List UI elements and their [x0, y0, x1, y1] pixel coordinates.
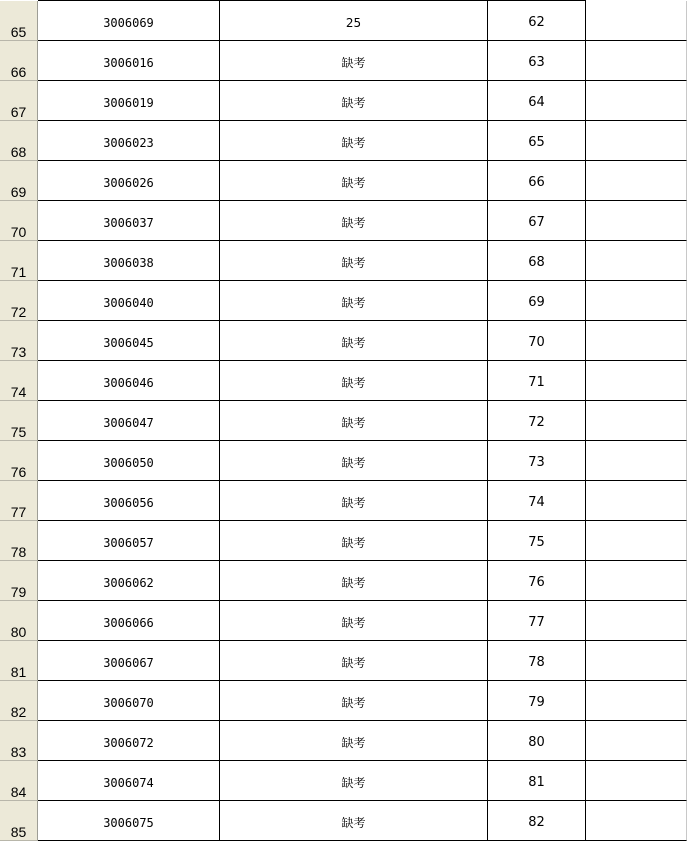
cell-score[interactable]: 缺考 — [220, 681, 488, 721]
cell-id[interactable]: 3006066 — [38, 601, 220, 641]
cell-note[interactable] — [586, 321, 687, 361]
cell-score[interactable]: 缺考 — [220, 801, 488, 841]
cell-score[interactable]: 缺考 — [220, 401, 488, 441]
cell-note[interactable] — [586, 441, 687, 481]
row-header[interactable]: 78 — [0, 521, 38, 561]
table-row — [0, 41, 687, 81]
cell-id[interactable]: 3006040 — [38, 281, 220, 321]
row-header[interactable]: 79 — [0, 561, 38, 601]
table-row — [0, 361, 687, 401]
cell-id[interactable]: 3006069 — [38, 1, 220, 41]
cell-id[interactable]: 3006046 — [38, 361, 220, 401]
cell-rank[interactable]: 73 — [488, 441, 586, 481]
cell-rank[interactable]: 67 — [488, 201, 586, 241]
cell-note[interactable] — [586, 561, 687, 601]
cell-note[interactable] — [586, 201, 687, 241]
row-header[interactable]: 75 — [0, 401, 38, 441]
cell-id[interactable]: 3006070 — [38, 681, 220, 721]
row-header[interactable]: 69 — [0, 161, 38, 201]
table-row — [0, 161, 687, 201]
cell-id[interactable]: 3006023 — [38, 121, 220, 161]
cell-rank[interactable]: 64 — [488, 81, 586, 121]
cell-id[interactable]: 3006050 — [38, 441, 220, 481]
cell-score[interactable]: 缺考 — [220, 761, 488, 801]
cell-note[interactable] — [586, 721, 687, 761]
cell-note[interactable] — [586, 241, 687, 281]
cell-note[interactable] — [586, 521, 687, 561]
table-row — [0, 401, 687, 441]
row-header[interactable]: 77 — [0, 481, 38, 521]
cell-note[interactable] — [586, 601, 687, 641]
cell-note[interactable] — [586, 761, 687, 801]
cell-note[interactable] — [586, 1, 687, 41]
row-header[interactable]: 82 — [0, 681, 38, 721]
cell-note[interactable] — [586, 161, 687, 201]
row-header[interactable]: 84 — [0, 761, 38, 801]
cell-rank[interactable]: 69 — [488, 281, 586, 321]
row-header[interactable]: 72 — [0, 281, 38, 321]
cell-score[interactable]: 缺考 — [220, 161, 488, 201]
cell-id[interactable]: 3006038 — [38, 241, 220, 281]
cell-score[interactable]: 缺考 — [220, 201, 488, 241]
cell-note[interactable] — [586, 81, 687, 121]
table-row — [0, 721, 687, 761]
cell-score[interactable]: 缺考 — [220, 721, 488, 761]
cell-rank[interactable]: 80 — [488, 721, 586, 761]
cell-note[interactable] — [586, 641, 687, 681]
cell-id[interactable]: 3006026 — [38, 161, 220, 201]
table-row — [0, 81, 687, 121]
row-header[interactable]: 65 — [0, 1, 38, 41]
cell-rank[interactable]: 76 — [488, 561, 586, 601]
cell-rank[interactable]: 70 — [488, 321, 586, 361]
cell-rank[interactable]: 63 — [488, 41, 586, 81]
table-row — [0, 281, 687, 321]
cell-rank[interactable]: 79 — [488, 681, 586, 721]
cell-note[interactable] — [586, 281, 687, 321]
row-header[interactable]: 83 — [0, 721, 38, 761]
cell-score[interactable]: 缺考 — [220, 81, 488, 121]
cell-id[interactable]: 3006045 — [38, 321, 220, 361]
cell-note[interactable] — [586, 481, 687, 521]
row-header[interactable]: 76 — [0, 441, 38, 481]
cell-id[interactable]: 3006074 — [38, 761, 220, 801]
cell-id[interactable]: 3006067 — [38, 641, 220, 681]
table-row — [0, 641, 687, 681]
cell-rank[interactable]: 65 — [488, 121, 586, 161]
cell-score[interactable]: 缺考 — [220, 241, 488, 281]
table-row — [0, 561, 687, 601]
cell-note[interactable] — [586, 401, 687, 441]
cell-rank[interactable]: 77 — [488, 601, 586, 641]
table-row — [0, 321, 687, 361]
table-row — [0, 481, 687, 521]
table-row — [0, 241, 687, 281]
cell-rank[interactable]: 75 — [488, 521, 586, 561]
row-header[interactable]: 74 — [0, 361, 38, 401]
cell-id[interactable]: 3006057 — [38, 521, 220, 561]
cell-score[interactable]: 25 — [220, 1, 488, 41]
cell-note[interactable] — [586, 41, 687, 81]
cell-score[interactable]: 缺考 — [220, 561, 488, 601]
cell-id[interactable]: 3006019 — [38, 81, 220, 121]
row-header[interactable]: 85 — [0, 801, 38, 841]
cell-score[interactable]: 缺考 — [220, 521, 488, 561]
row-header[interactable]: 68 — [0, 121, 38, 161]
cell-note[interactable] — [586, 801, 687, 841]
row-header[interactable]: 67 — [0, 81, 38, 121]
cell-note[interactable] — [586, 121, 687, 161]
cell-id[interactable]: 3006037 — [38, 201, 220, 241]
cell-id[interactable]: 3006016 — [38, 41, 220, 81]
table-row — [0, 201, 687, 241]
cell-rank[interactable]: 62 — [488, 1, 586, 41]
row-header[interactable]: 73 — [0, 321, 38, 361]
cell-rank[interactable]: 68 — [488, 241, 586, 281]
row-header[interactable]: 81 — [0, 641, 38, 681]
cell-rank[interactable]: 74 — [488, 481, 586, 521]
cell-score[interactable]: 缺考 — [220, 41, 488, 81]
table-row — [0, 801, 687, 841]
cell-score[interactable]: 缺考 — [220, 481, 488, 521]
table-row — [0, 1, 687, 41]
cell-rank[interactable]: 71 — [488, 361, 586, 401]
cell-note[interactable] — [586, 361, 687, 401]
cell-score[interactable]: 缺考 — [220, 281, 488, 321]
table-row — [0, 601, 687, 641]
cell-rank[interactable]: 78 — [488, 641, 586, 681]
cell-rank[interactable]: 66 — [488, 161, 586, 201]
table-row — [0, 121, 687, 161]
cell-rank[interactable]: 82 — [488, 801, 586, 841]
cell-id[interactable]: 3006075 — [38, 801, 220, 841]
cell-id[interactable]: 3006062 — [38, 561, 220, 601]
cell-score[interactable]: 缺考 — [220, 641, 488, 681]
cell-rank[interactable]: 81 — [488, 761, 586, 801]
row-header[interactable]: 70 — [0, 201, 38, 241]
table-row — [0, 681, 687, 721]
row-header[interactable]: 80 — [0, 601, 38, 641]
cell-score[interactable]: 缺考 — [220, 321, 488, 361]
table-row — [0, 521, 687, 561]
cell-id[interactable]: 3006072 — [38, 721, 220, 761]
cell-rank[interactable]: 72 — [488, 401, 586, 441]
row-header[interactable]: 66 — [0, 41, 38, 81]
cell-score[interactable]: 缺考 — [220, 601, 488, 641]
cell-id[interactable]: 3006047 — [38, 401, 220, 441]
row-header[interactable]: 71 — [0, 241, 38, 281]
cell-note[interactable] — [586, 681, 687, 721]
cell-score[interactable]: 缺考 — [220, 121, 488, 161]
table-row — [0, 441, 687, 481]
grid-top-border — [38, 0, 586, 1]
cell-id[interactable]: 3006056 — [38, 481, 220, 521]
table-row — [0, 761, 687, 801]
cell-score[interactable]: 缺考 — [220, 361, 488, 401]
cell-score[interactable]: 缺考 — [220, 441, 488, 481]
